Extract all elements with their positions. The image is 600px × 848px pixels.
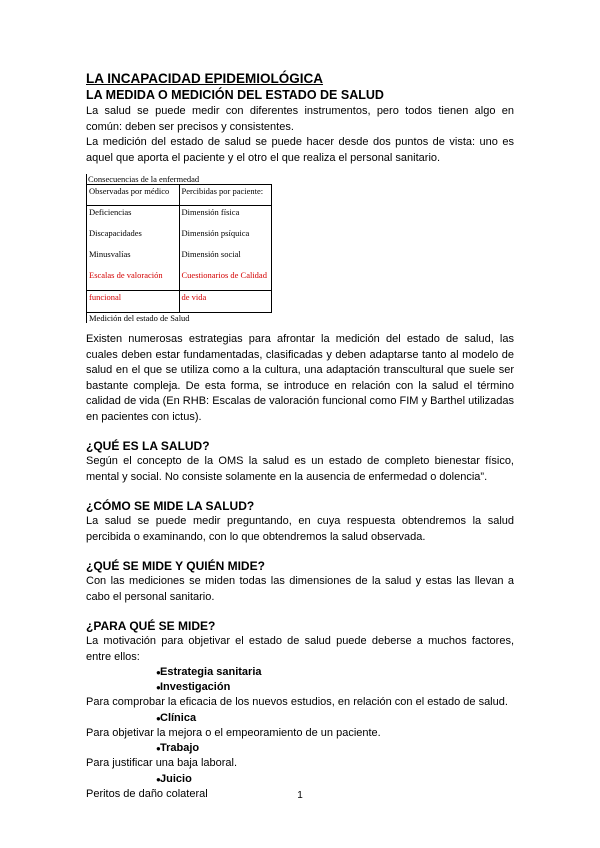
table-row [87, 227, 272, 248]
list-item-description: Peritos de daño colateral [86, 787, 208, 800]
table-cell: funcional [87, 291, 180, 313]
section-heading: ¿CÓMO SE MIDE LA SALUD? [86, 499, 255, 513]
intro-paragraph-1: La salud se puede medir con diferentes instrumentos, pero todos tienen algo en común: deben ser precisos y consistentes. [86, 105, 514, 133]
bullet-icon: ● [156, 774, 161, 784]
table-cell: Dimensión física [179, 206, 272, 228]
table-cell: Dimensión social [179, 248, 272, 269]
table-cell: Percibidas por paciente: [179, 185, 272, 206]
section-text: La salud se puede medir preguntando, en cuya respuesta obtendremos la salud percibida o examinando, con lo que obtendremos la salud observada. [86, 515, 514, 543]
table-cell: Dimensión psíquica [179, 227, 272, 248]
document-subtitle: LA MEDIDA O MEDICIÓN DEL ESTADO DE SALUD [86, 88, 384, 102]
bullet-icon: ● [156, 668, 161, 677]
table-cell: Minusvalías [87, 248, 180, 269]
section-para-que [86, 618, 514, 802]
section-como [86, 498, 514, 545]
section-heading: ¿QUÉ SE MIDE Y QUIÉN MIDE? [86, 559, 265, 573]
figure-table [86, 184, 272, 313]
bullet-icon: ● [156, 683, 161, 692]
motivation-list [86, 711, 514, 726]
page-number: 1 [297, 790, 303, 801]
section-que-es [86, 438, 514, 485]
table-row [87, 248, 272, 269]
table-cell: Deficiencias [87, 206, 180, 228]
section-text: Según el concepto de la OMS la salud es un estado de completo bienestar físico, mental y social. No consiste solamente en la ausencia de enfermedad o dolencia”. [86, 455, 514, 483]
list-item-description: Para justificar una baja laboral. [86, 757, 238, 769]
table-cell: Observadas por médico [87, 185, 180, 206]
section-heading: ¿PARA QUÉ SE MIDE? [86, 619, 216, 633]
figure-caption-bottom: Medición del estado de Salud [86, 313, 272, 323]
document-page [86, 70, 514, 802]
table-cell: Escalas de valoración [87, 269, 180, 291]
bullet-icon: ● [156, 713, 161, 723]
strategies-paragraph: Existen numerosas estrategias para afrontar la medición del estado de salud, las cuales deben estar fundamentadas, clasificadas y deben adaptarse tanto al modelo de salud en el que se utiliza como a la cultura, una adaptación transcultural que suele ser bastante compleja. De esta forma, se introduce en relación con la salud el término calidad de vida (En RHB: Escalas de valoración funcional como FIM y Barthel utilizadas en pacientes con ictus). [86, 333, 514, 423]
figure-caption-top: Consecuencias de la enfermedad [86, 174, 272, 184]
table-cell: Discapacidades [87, 227, 180, 248]
table-row [87, 269, 272, 291]
bullet-icon: ● [156, 744, 161, 753]
table-cell: de vida [179, 291, 272, 313]
list-item: ● Clínica [156, 711, 197, 724]
list-item: ● Estrategia sanitaria [156, 666, 262, 678]
section-text: Con las mediciones se miden todas las dimensiones de la salud y estas las llevan a cabo el personal sanitario. [86, 575, 514, 603]
list-item: ● Trabajo [156, 742, 200, 754]
section-heading: ¿QUÉ ES LA SALUD? [86, 439, 210, 453]
list-item-description: Para objetivar la mejora o el empeoramiento de un paciente. [86, 726, 381, 739]
motivation-list [86, 665, 514, 695]
table-row [87, 291, 272, 313]
table-row [87, 185, 272, 206]
intro-paragraph-2: La medición del estado de salud se puede hacer desde dos puntos de vista: uno es aquel que aporta el paciente y el otro el que realiza el personal sanitario. [86, 136, 514, 164]
health-measurement-figure [86, 174, 272, 323]
list-item-description: Para comprobar la eficacia de los nuevos estudios, en relación con el estado de salud. [86, 696, 508, 708]
section-quien [86, 558, 514, 605]
table-row [87, 206, 272, 228]
section-text: La motivación para objetivar el estado de salud puede deberse a muchos factores, entre ellos: [86, 635, 514, 663]
motivation-list [86, 741, 514, 756]
list-item: ● Juicio [156, 772, 192, 785]
motivation-list [86, 772, 514, 787]
table-cell: Cuestionarios de Calidad [179, 269, 272, 291]
document-title: LA INCAPACIDAD EPIDEMIOLÓGICA [86, 71, 324, 86]
list-item: ● Investigación [156, 681, 231, 693]
